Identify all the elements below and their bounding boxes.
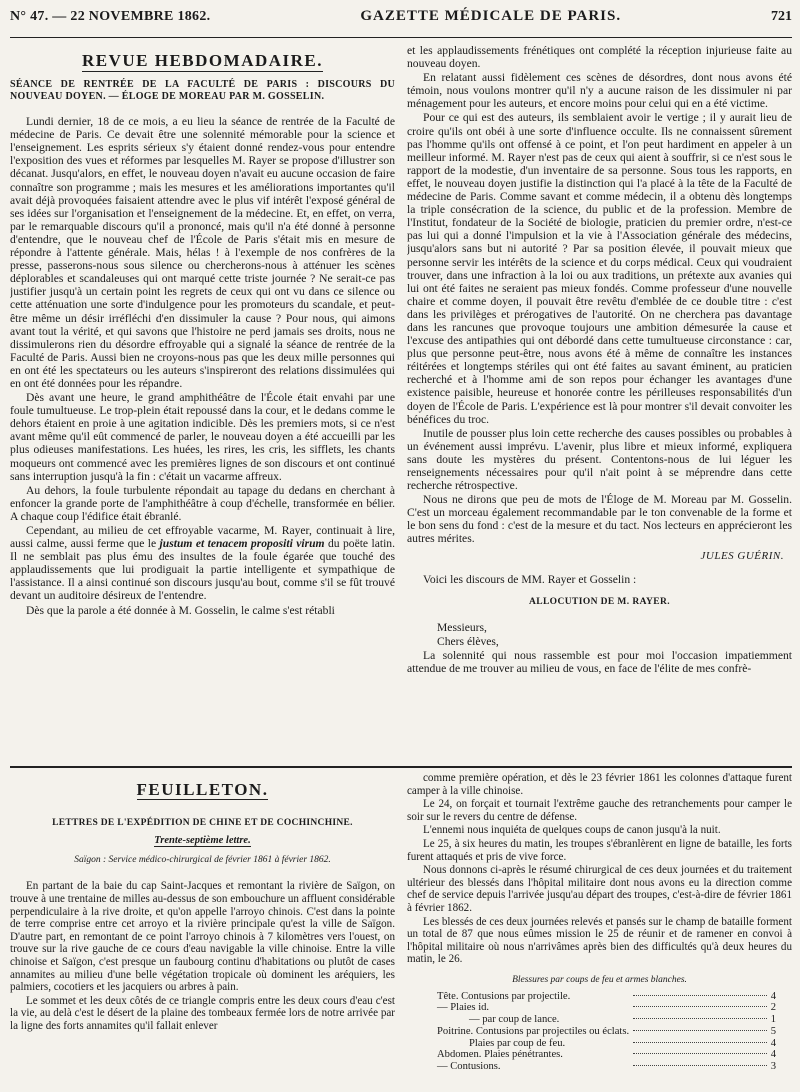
wound-label: Tête. Contusions par projectile. — [437, 990, 571, 1002]
wounds-row — [407, 1002, 792, 1014]
wounds-row — [407, 1026, 792, 1038]
feuilleton-paragraph: L'ennemi nous inquiéta de quelques coups de canon jusqu'à la nuit. — [423, 824, 721, 837]
right-column — [407, 44, 792, 766]
feuilleton-paragraph: Les blessés de ces deux journées relevés et pansés sur le champ de bataille forment un total de 87 que nous eûmes mission le 25 de réunir et de ramener en convoi à l'hôpital militaire où nous n'arrivâmes après bien des difficultés qu'à deux heures du matin, le 26. — [407, 915, 792, 966]
masthead — [10, 8, 792, 38]
article-paragraph: Inutile de pousser plus loin cette recherche des causes possibles ou probables à un événement aussi imprévu. L'avenir, plus libre et mieux informé, expliquera sans doute les mystères du présent. Contentons-nous de lui léguer les renseignements nécessaires pour qu'il n'ait point à se méprendre dans cette recherche rétrospective. — [407, 426, 792, 493]
wound-count: 3 — [770, 1061, 776, 1073]
letter-number-text: Trente-septième lettre. — [154, 835, 251, 847]
journal-title: GAZETTE MÉDICALE DE PARIS. — [360, 8, 622, 24]
text-run: du poëte latin. Il ne semblait pas plus ému des insultes de la foule égarée que touché des applaudissements que lui prodiguait la partie intelligente et sympathique de l'assistance. Il a ainsi continué son discours jusqu'au bout, comme s'il se fût trouvé devant un auditoire désireux de l'entendre. — [10, 537, 395, 603]
wounds-table-body — [407, 991, 792, 1074]
revue-title-text: REVUE HEBDOMADAIRE. — [81, 51, 324, 70]
article-paragraph: Dès que la parole a été donnée à M. Gosselin, le calme s'est rétabli — [26, 603, 335, 617]
feuilleton-right-column — [407, 772, 792, 1092]
wound-label: — Contusions. — [437, 1061, 501, 1073]
wounds-row — [407, 1014, 792, 1026]
revue-section — [10, 38, 792, 768]
feuilleton-paragraph: En partant de la baie du cap Saint-Jacques et remontant la rivière de Saïgon, on trouve à une trentaine de milles au-dessus de son embouchure un affluent considérable perpendiculaire à la rive droite, et qu'on appelle l'arroyo chinois. C'est dans la pointe de terre comprise entre cet arroyo et la rivière principale qu'est la ville de Saïgon. D'autre part, en remontant de ce point l'arroyo chinois à 7 kilomètres vers l'ouest, on trouve sur la rive gauche de ce cours d'eau navigable la ville chinoise. Entre la ville chinoise et Saïgon, c'est presque un faubourg continu d'habitations ou plutôt de cases annamites au milieu d'une belle végétation tropicale où dominent les aréquiers, les palmiers, cocotiers et les jacquiers ou arbres à pain. — [10, 880, 395, 994]
article-paragraph: Au dehors, la foule turbulente répondait au tapage du dedans en cherchant à enfoncer la grande porte de l'amphithéâtre à coup d'échelle, transformée en bélier. A chaque coup l'édifice était ébranlé. — [10, 483, 395, 523]
article-paragraph: En relatant aussi fidèlement ces scènes de désordres, dont nous avons été témoin, nous voulons montrer qu'il n'y a aucune raison de les dissimuler ni par ménagement pour les auteurs, et encore moins pour celui qui en a été victime. — [407, 71, 792, 111]
page-number: 721 — [770, 9, 792, 24]
allocution-title: ALLOCUTION DE M. RAYER. — [528, 596, 671, 607]
wound-label: Abdomen. Plaies pénétrantes. — [437, 1049, 563, 1061]
wound-count: 4 — [770, 990, 776, 1002]
wound-label: — par coup de lance. — [469, 1014, 560, 1026]
wounds-row — [407, 1049, 792, 1061]
dot-leader — [629, 1061, 771, 1073]
feuilleton-title — [10, 780, 395, 799]
feuilleton-paragraph: Le sommet et les deux côtés de ce triangle compris entre les deux cours d'eau c'est la vie, au delà c'est le désert de la plaine des tombeaux fermée lors de notre arrivée par la ligne des forts annamites qu'il fallait enlever — [10, 994, 395, 1032]
text-run: Cependant, au milieu de cet effroyable vacarme, M. Rayer, continuait à lire, aussi calme, aussi ferme que le — [10, 524, 395, 551]
salutation: Messieurs, — [437, 620, 487, 634]
salutation: Chers élèves, — [437, 634, 499, 648]
feuilleton-left-column — [10, 772, 395, 1092]
feuilleton-paragraph: Le 25, à six heures du matin, les troupes s'ébranlèrent en ligne de bataille, les forts furent attaqués et pris de vive force. — [407, 837, 792, 863]
wound-count: 4 — [770, 1049, 776, 1061]
left-column — [10, 44, 395, 766]
article-paragraph: Nous ne dirons que peu de mots de l'Éloge de M. Moreau par M. Gosselin. C'est un morceau également recommandable par le ton convenable de la forme et le bon sens du fond : c'est de la mesure et du tact. Nos lecteurs en apprécieront les autres mérites. — [407, 493, 792, 546]
article-paragraph: Pour ce qui est des auteurs, ils semblaient avoir le vertige ; il y aurait lieu de croire qu'ils ont obéi à une sorte d'influence occulte. Ils ne connaissent sûrement pas l'homme qu'ils ont offensé à ce point, et l'on peut hardiment en appeler à un meilleur informé. M. Rayer n'est pas de ceux qui aient à souffrir, si ce n'est sous le rapport de la modestie, d'un inventaire de sa personne. Sous tous les rapports, en effet, le nouveau doyen justifie la distinction qui l'a placé à la tête de la Faculté de médecine de Paris. Comme savant et comme médecin, il a obtenu dès longtemps la triple consécration de la science, du public et de la profession. Membre de l'Institut, fondateur de la Société de biologie, praticien du premier ordre, n'est-ce pas lui qui a donné l'impulsion et la vie à l'Association générale des médecins, jusqu'alors sans but ni autorité ? Par sa position élevée, il pouvait mieux que personne servir les intérêts de la science et du corps médical. Ceux qui voudraient trouver, dans une infraction à la loi ou aux traditions, un prétexte aux avanies qui lui ont été faites ne seraient pas mieux fondés. Comme professeur d'une nouvelle chaire et comme doyen, il pouvait être revêtu d'emblée de ce double titre : c'est dans les privilèges et prérogatives de l'autorité. On ne cherchera pas davantage dans les rancunes que provoque toujours une ambition démesurée la cause et l'excuse des antipathies qui ont débordé dans cette tumultueuse circonstance : car, plus que personne peut-être, nous avons été à même de connaître les instances réitérées et longtemps stériles qui ont été faites au savant éminent, au praticien recherché et à l'homme ami de son repos pour échanger les avantages d'une existence paisible, heureuse et honorée contre les périlleuses responsabilités d'un doyen de l'École de Paris. L'expérience est là pour montrer s'il devait convoiter les bénéfices du troc. — [407, 111, 792, 426]
feuilleton-title-text: FEUILLETON. — [136, 780, 269, 799]
article-paragraph: Dès avant une heure, le grand amphithéâtre de l'École était envahi par une foule tumultueuse. Le trop-plein était repoussé dans la cour, et le dedans comme le dehors étaient en proie à une agitation indicible. Dès les premiers mots, si ce n'est avant même qu'il eût commencé de parler, le nouveau doyen a été accueilli par les plus odieuses manifestations. Les huées, les rires, les cris, les sifflets, les chants moqueurs ont commencé avec les premières lignes de son discours et ont continué sans interruption jusqu'à la fin : c'était un vacarme affreux. — [10, 391, 395, 483]
letter-subtitle: Saïgon : Service médico-chirurgical de février 1861 à février 1862. — [74, 854, 331, 865]
article-paragraph — [10, 524, 395, 603]
article-paragraph: Lundi dernier, 18 de ce mois, a eu lieu la séance de rentrée de la Faculté de médecine de Paris. Ce devait être une solennité mémorable pour la science et l'enseignement. Les esprits sérieux s'y étaient donné rendez-vous pour entendre l'exposition des vues et réformes par lesquelles M. Rayer se propose d'illustrer son décanat. Jusqu'alors, en effet, le nouveau doyen n'avait eu aucune occasion de faire connaître son programme ; mais les mesures et les améliorations importantes qu'il avait déjà provoquées faisaient attendre avec le plus vif intérêt l'exposé général de ses idées sur l'organisation et l'enseignement de la médecine. Et, en effet, on verra, par le remarquable discours qu'il a prononcé, mais qu'il n'a été donné à personne d'entendre, que le nouveau chef de l'École de Paris s'était mis en mesure de répondre à l'attente générale. Mais, hélas ! à l'exemple de nos confrères de la presse, passerons-nous sous silence ou chercherons-nous à atténuer les scènes déplorables et scandaleuses qui ont marqué cette triste journée ? Ne serait-ce pas justifier jusqu'à un certain point les regrets de ceux qui ont vu dans ce silence ou cette atténuation une sorte d'indulgence pour les promoteurs du scandale, et peut-être même un désir irréfléchi d'en dissimuler la cause ? Pour nous, qui aimons avant tout la vérité, et qui savons que l'histoire ne perd jamais ses droits, nous ne dissimulerons rien du désordre effroyable qui a signalé la séance de rentrée de la Faculté de Paris. Aussi bien ne croyons-nous pas que les deux mille personnes qui en ont été les spectateurs ou les auteurs s'inspireront des relations dissimulées qui en ont été données pour les répandre. — [10, 115, 395, 390]
dot-leader — [629, 991, 771, 1003]
article-paragraph: et les applaudissements frénétiques ont complété la réception injurieuse faite au nouveau doyen. — [407, 44, 792, 71]
discourse-intro: Voici les discours de MM. Rayer et Gosselin : — [423, 572, 637, 586]
wounds-table-title: Blessures par coups de feu et armes blanches. — [512, 974, 687, 985]
wound-count: 5 — [770, 1025, 776, 1037]
revue-subhead: SÉANCE DE RENTRÉE DE LA FACULTÉ DE PARIS : DISCOURS DU NOUVEAU DOYEN. — ÉLOGE DE MOREAU PAR M. GOSSELIN. — [10, 79, 395, 103]
wound-count: 1 — [770, 1014, 776, 1026]
article-paragraph: La solennité qui nous rassemble est pour moi l'occasion impatiemment attendue de me trouver au milieu de vous, en face de l'élite de mes confrè- — [407, 649, 792, 676]
letters-title: LETTRES DE L'EXPÉDITION DE CHINE ET DE COCHINCHINE. — [52, 817, 353, 828]
feuilleton-paragraph: comme première opération, et dès le 23 février 1861 les colonnes d'attaque furent camper à la ville chinoise. — [407, 772, 792, 797]
wounds-row — [407, 1038, 792, 1050]
wound-label: Plaies par coup de feu. — [469, 1037, 566, 1049]
dot-leader — [629, 1026, 771, 1038]
wounds-row — [407, 991, 792, 1003]
dot-leader — [629, 1038, 771, 1050]
feuilleton-paragraph: Le 24, on forçait et tournait l'extrême gauche des retranchements pour camper le soir sur le revers du centre de défense. — [407, 798, 792, 823]
issue-date: N° 47. — 22 NOVEMBRE 1862. — [10, 9, 211, 24]
dot-leader — [629, 1014, 771, 1026]
dot-leader — [629, 1002, 771, 1014]
revue-title — [10, 51, 395, 70]
wound-label: Poitrine. Contusions par projectiles ou éclats. — [437, 1025, 630, 1037]
dot-leader — [629, 1049, 771, 1061]
wounds-row — [407, 1061, 792, 1073]
wound-count: 4 — [770, 1037, 776, 1049]
wounds-table — [407, 991, 792, 1074]
feuilleton-paragraph: Nous donnons ci-après le résumé chirurgical de ces deux journées et du traitement ultérieur des blessés dans l'hôpital militaire dont nous avons eu la direction comme chef de service depuis l'arrivée jusqu'au départ des troupes, c'est-à-dire de février 1861 à février 1862. — [407, 864, 792, 914]
wound-count: 2 — [770, 1002, 776, 1014]
latin-quote: justum et tenacem propositi virum — [159, 537, 325, 551]
feuilleton-section — [10, 768, 792, 1092]
letter-number — [10, 835, 395, 848]
author-signature: JULES GUÉRIN. — [700, 549, 784, 562]
wound-label: — Plaies id. — [437, 1002, 490, 1014]
